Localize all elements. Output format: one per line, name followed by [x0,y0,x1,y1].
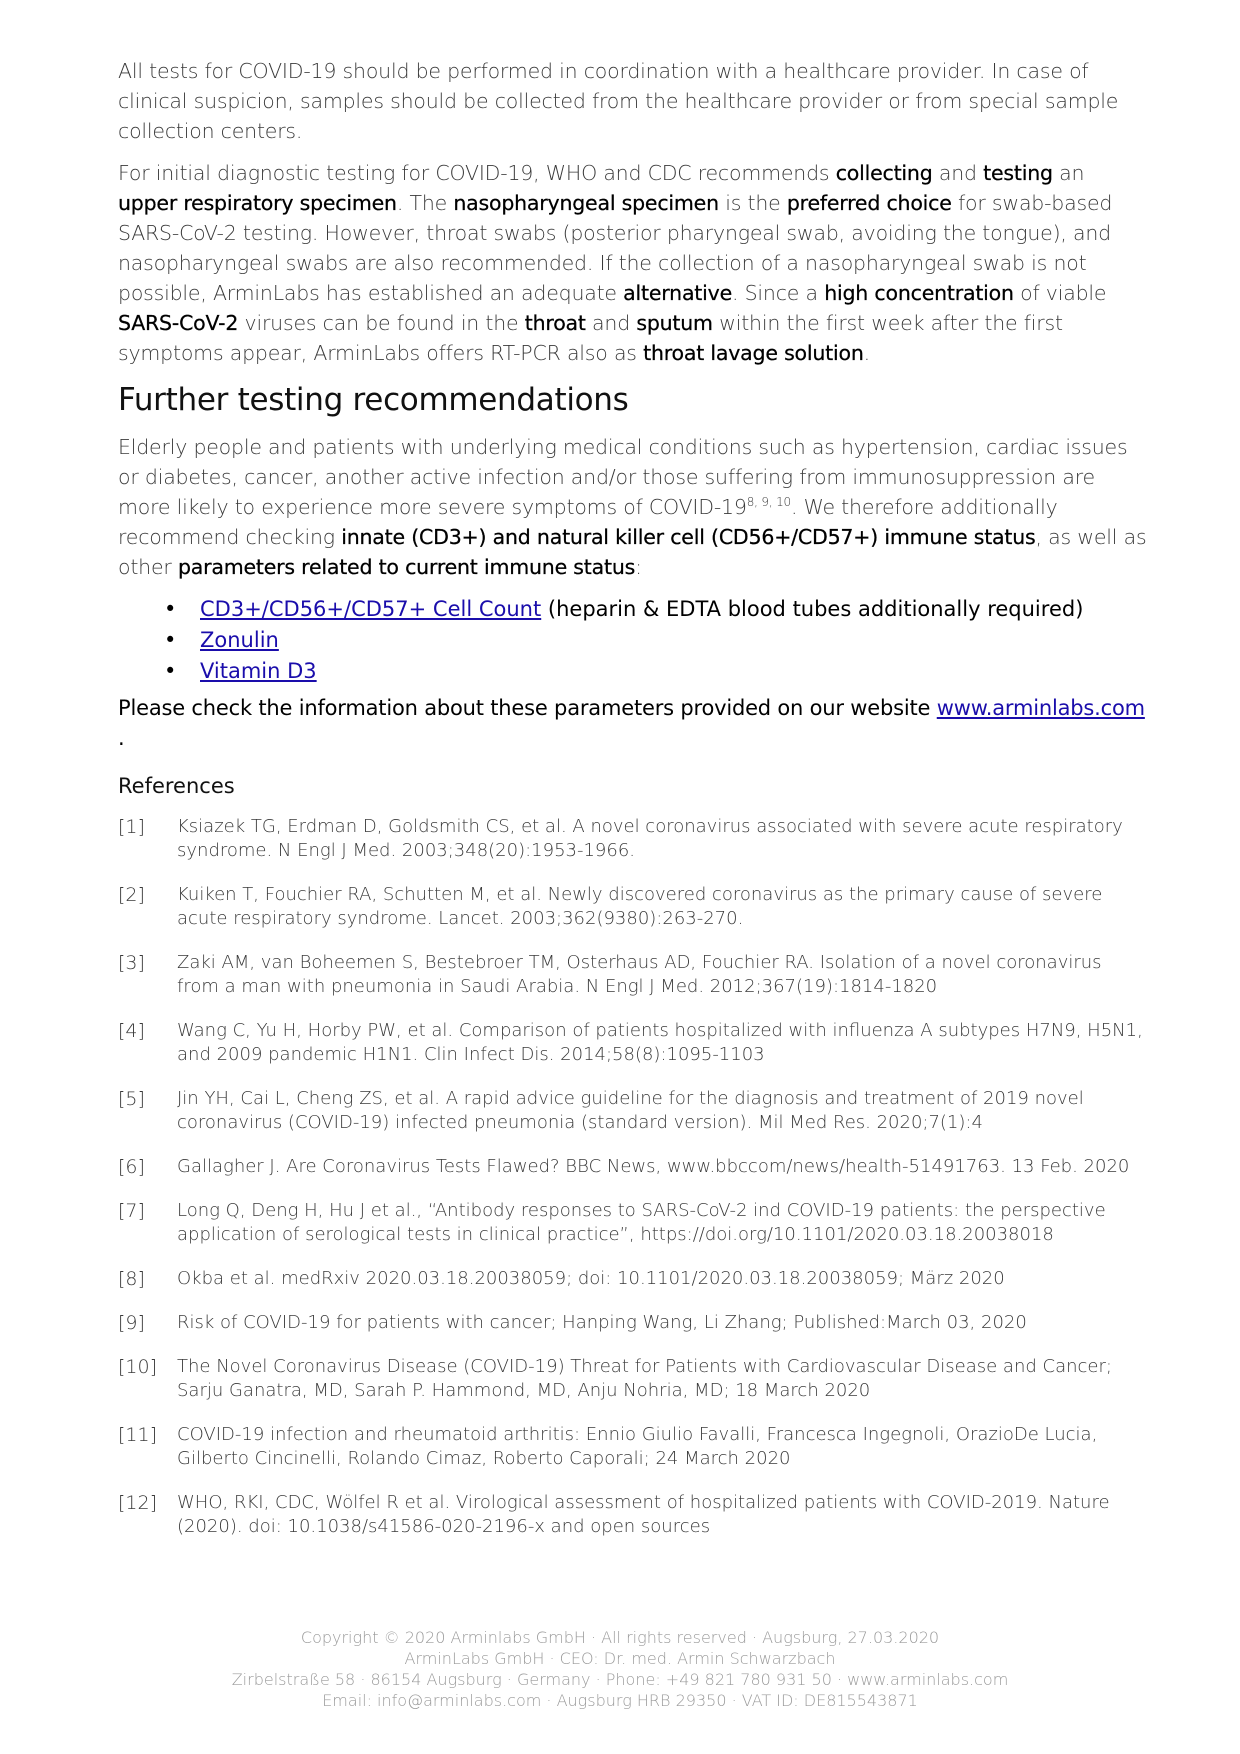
website-notice [118,693,1148,753]
reference-item [118,1491,1148,1539]
reference-text: Zaki AM, van Boheemen S, Bestebroer TM, Osterhaus AD, Fouchier RA. Isolation of a novel coronavirus from a man with pneumonia in Saudi Arabia. N Engl J Med. 2012;367(19):1814-1820 [177,952,1102,997]
reference-item [118,883,1148,931]
emphasis-preferred-choice: preferred choice [786,191,952,215]
emphasis-immune-status: innate (CD3+) and natural killer cell (CD56+/CD57+) immune status [341,525,1036,549]
list-item [164,625,1148,656]
reference-number: [8] [118,1268,145,1290]
reference-item [118,1019,1148,1067]
emphasis-collecting: collecting [835,161,933,185]
reference-item [118,951,1148,999]
reference-number: [12] [118,1492,158,1514]
footer-company: ArminLabs GmbH · CEO: Dr. med. Armin Schwarzbach [404,1649,836,1668]
reference-number: [11] [118,1424,158,1446]
bullet-icon: • [164,628,177,652]
reference-number: [1] [118,816,145,838]
emphasis-alternative: alternative [623,281,732,305]
text-run: For initial diagnostic testing for COVID-19, WHO and CDC recommends [118,161,836,185]
website-link[interactable]: www.arminlabs.com [936,696,1145,720]
reference-number: [9] [118,1312,145,1334]
parameter-list [118,594,1148,687]
link-vitamin-d3[interactable]: Vitamin D3 [200,659,317,683]
intro-paragraph-2 [118,158,1148,368]
document-page [118,56,1148,1559]
text-run: and [585,311,637,335]
link-zonulin[interactable]: Zonulin [200,628,279,652]
list-item [164,656,1148,687]
emphasis-high-concentration: high concentration [824,281,1014,305]
reference-item [118,1355,1148,1403]
footer-address: Zirbelstraße 58 · 86154 Augsburg · Germany · Phone: +49 821 780 931 50 · www.arminlabs.com [231,1670,1009,1689]
text-run: . We therefore additionally recommend checking [118,495,1058,549]
section-heading-further-testing: Further testing recommendations [118,382,629,418]
emphasis-throat: throat [524,311,586,335]
citation-superscript: 8, 9, 10 [746,495,791,510]
reference-text: The Novel Coronavirus Disease (COVID-19) Threat for Patients with Cardiovascular Disease and Cancer; Sarju Ganatra, MD, Sarah P. Hammond, MD, Anju Nohria, MD; 18 March 2020 [177,1356,1112,1401]
text-run: Elderly people and patients with underlying medical conditions such as hypertension, cardiac issues or diabetes, cancer, another active infection and/or those suffering from immunosuppression are more likely to experience more severe symptoms of COVID-19 [118,435,1128,519]
emphasis-parameters: parameters related to current immune status [177,555,636,579]
reference-number: [6] [118,1156,145,1178]
reference-text: Kuiken T, Fouchier RA, Schutten M, et al. Newly discovered coronavirus as the primary cause of severe acute respiratory syndrome. Lancet. 2003;362(9380):263-270. [177,884,1103,929]
reference-item [118,1199,1148,1247]
reference-number: [5] [118,1088,145,1110]
footer-contact: Email: info@arminlabs.com · Augsburg HRB 29350 · VAT ID: DE815543871 [322,1691,918,1710]
emphasis-nasopharyngeal: nasopharyngeal specimen [453,191,719,215]
reference-number: [10] [118,1356,158,1378]
text-run: . [863,341,870,365]
text-run: viruses can be found in the [238,311,525,335]
reference-item [118,1311,1148,1335]
reference-text: Wang C, Yu H, Horby PW, et al. Comparison of patients hospitalized with influenza A subtypes H7N9, H5N1, and 2009 pandemic H1N1. Clin Infect Dis. 2014;58(8):1095-1103 [177,1020,1143,1065]
reference-item [118,815,1148,863]
reference-number: [4] [118,1020,145,1042]
reference-text: Long Q, Deng H, Hu J et al., “Antibody responses to SARS-CoV-2 ind COVID-19 patients: the perspective application of serological tests in clinical practice”, https://doi.org/10.1101/2020.03.18.20038018 [177,1200,1106,1245]
emphasis-throat-lavage: throat lavage solution [643,341,864,365]
reference-item [118,1267,1148,1291]
list-item-note: (heparin & EDTA blood tubes additionally required) [541,597,1084,621]
bullet-icon: • [164,597,177,621]
reference-item [118,1155,1148,1179]
reference-text: Ksiazek TG, Erdman D, Goldsmith CS, et al. A novel coronavirus associated with severe acute respiratory syndrome. N Engl J Med. 2003;348(20):1953-1966. [177,816,1123,861]
intro-paragraph-1: All tests for COVID-19 should be performed in coordination with a healthcare provider. In case of clinical suspicion, samples should be collected from the healthcare provider or from special sample collection centers. [118,59,1119,143]
text-run: : [635,555,642,579]
emphasis-upper-respiratory: upper respiratory specimen [118,191,397,215]
further-testing-paragraph [118,432,1148,582]
text-run: Please check the information about these parameters provided on our website [118,696,937,720]
bullet-icon: • [164,659,177,683]
reference-item [118,1087,1148,1135]
page-footer [0,1627,1240,1711]
text-run: for swab-based SARS-CoV-2 testing. However, throat swabs (posterior pharyngeal swab, avoiding the tongue), and nasopharyngeal swabs are also recommended. If the collection of a nasopharyngeal swab is not possible, ArminLabs has established an adequate [118,191,1113,305]
text-run: an [1052,161,1085,185]
text-run: and [932,161,984,185]
reference-number: [2] [118,884,145,906]
reference-text: WHO, RKI, CDC, Wölfel R et al. Virological assessment of hospitalized patients with COVID-2019. Nature (2020). doi: 10.1038/s41586-020-2196-x and open sources [177,1492,1110,1537]
reference-number: [3] [118,952,145,974]
emphasis-sputum: sputum [636,311,713,335]
references-list [118,815,1148,1539]
text-run: within the first week after the first symptoms appear, ArminLabs offers RT-PCR also as [118,311,1063,365]
reference-text: COVID-19 infection and rheumatoid arthritis: Ennio Giulio Favalli, Francesca Ingegnoli, OrazioDe Lucia, Gilberto Cincinelli, Rolando Cimaz, Roberto Caporali; 24 March 2020 [177,1424,1098,1469]
link-cell-count[interactable]: CD3+/CD56+/CD57+ Cell Count [200,597,542,621]
reference-text: Okba et al. medRxiv 2020.03.18.20038059; doi: 10.1101/2020.03.18.20038059; März 2020 [177,1268,1005,1289]
reference-number: [7] [118,1200,145,1222]
reference-text: Jin YH, Cai L, Cheng ZS, et al. A rapid advice guideline for the diagnosis and treatment of 2019 novel coronavirus (COVID-19) infected pneumonia (standard version). Mil Med Res. 2020;7(1):4 [177,1088,1084,1133]
reference-text: Gallagher J. Are Coronavirus Tests Flawed? BBC News, www.bbccom/news/health-51491763. 13 Feb. 2020 [177,1156,1130,1177]
text-run: of viable [1013,281,1107,305]
text-run: . Since a [731,281,825,305]
reference-item [118,1423,1148,1471]
reference-text: Risk of COVID-19 for patients with cancer; Hanping Wang, Li Zhang; Published:March 03, 2020 [177,1312,1027,1333]
text-run: is the [718,191,787,215]
footer-copyright: Copyright © 2020 Arminlabs GmbH · All rights reserved · Augsburg, 27.03.2020 [300,1628,940,1647]
emphasis-testing: testing [983,161,1053,185]
references-heading: References [118,774,235,798]
list-item [164,594,1148,625]
text-run: . The [396,191,454,215]
emphasis-sars-cov-2: SARS-CoV-2 [118,311,239,335]
text-run: , as well as other [118,525,1147,579]
text-run: . [118,726,125,750]
